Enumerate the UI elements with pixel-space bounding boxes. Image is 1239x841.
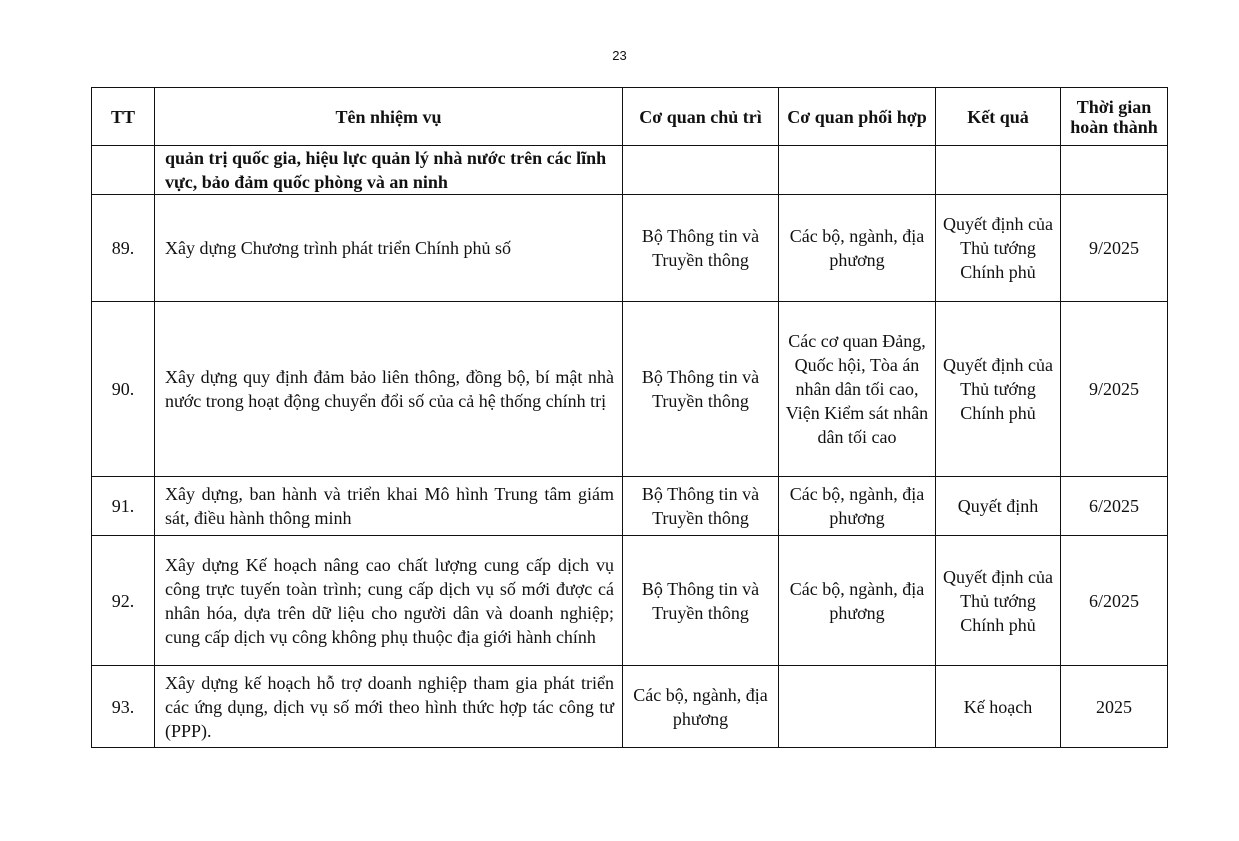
section-row [92, 146, 1168, 195]
header-host-agency: Cơ quan chủ trì [623, 88, 779, 146]
row-number: 93. [92, 666, 155, 748]
task-name: Xây dựng kế hoạch hỗ trợ doanh nghiệp tham gia phát triển các ứng dụng, dịch vụ số mới theo hình thức hợp tác công tư (PPP). [155, 666, 623, 748]
header-completion-time: Thời gian hoàn thành [1061, 88, 1168, 146]
header-row [92, 88, 1168, 146]
coop-agency: Các cơ quan Đảng, Quốc hội, Tòa án nhân dân tối cao, Viện Kiểm sát nhân dân tối cao [779, 302, 936, 477]
coop-agency [779, 666, 936, 748]
result: Quyết định của Thủ tướng Chính phủ [936, 536, 1061, 666]
row-number: 89. [92, 195, 155, 302]
host-agency: Bộ Thông tin và Truyền thông [623, 477, 779, 536]
result: Quyết định của Thủ tướng Chính phủ [936, 302, 1061, 477]
table-row [92, 302, 1168, 477]
completion-time: 9/2025 [1061, 302, 1168, 477]
task-table [91, 87, 1168, 748]
table-row [92, 666, 1168, 748]
completion-time: 9/2025 [1061, 195, 1168, 302]
task-name: Xây dựng quy định đảm bảo liên thông, đồng bộ, bí mật nhà nước trong hoạt động chuyển đổi số của cả hệ thống chính trị [155, 302, 623, 477]
table-row [92, 536, 1168, 666]
header-task-name: Tên nhiệm vụ [155, 88, 623, 146]
task-name: Xây dựng Kế hoạch nâng cao chất lượng cung cấp dịch vụ công trực tuyến toàn trình; cung cấp dịch vụ số mới được cá nhân hóa, dựa trên dữ liệu cho người dân và doanh nghiệp; cung cấp dịch vụ công không phụ thuộc địa giới hành chính [155, 536, 623, 666]
result: Kế hoạch [936, 666, 1061, 748]
table-row [92, 195, 1168, 302]
task-name: Xây dựng Chương trình phát triển Chính phủ số [155, 195, 623, 302]
header-result: Kết quả [936, 88, 1061, 146]
completion-time: 2025 [1061, 666, 1168, 748]
table-row [92, 477, 1168, 536]
row-number: 91. [92, 477, 155, 536]
section-title: quản trị quốc gia, hiệu lực quản lý nhà nước trên các lĩnh vực, bảo đảm quốc phòng và an ninh [155, 146, 623, 195]
host-agency: Các bộ, ngành, địa phương [623, 666, 779, 748]
header-tt: TT [92, 88, 155, 146]
header-coop-agency: Cơ quan phối hợp [779, 88, 936, 146]
coop-agency: Các bộ, ngành, địa phương [779, 477, 936, 536]
result: Quyết định [936, 477, 1061, 536]
host-agency: Bộ Thông tin và Truyền thông [623, 536, 779, 666]
completion-time: 6/2025 [1061, 536, 1168, 666]
result: Quyết định của Thủ tướng Chính phủ [936, 195, 1061, 302]
row-number: 90. [92, 302, 155, 477]
row-number: 92. [92, 536, 155, 666]
host-agency: Bộ Thông tin và Truyền thông [623, 302, 779, 477]
page-number: 23 [612, 48, 627, 63]
task-name: Xây dựng, ban hành và triển khai Mô hình Trung tâm giám sát, điều hành thông minh [155, 477, 623, 536]
coop-agency: Các bộ, ngành, địa phương [779, 536, 936, 666]
host-agency: Bộ Thông tin và Truyền thông [623, 195, 779, 302]
coop-agency: Các bộ, ngành, địa phương [779, 195, 936, 302]
completion-time: 6/2025 [1061, 477, 1168, 536]
